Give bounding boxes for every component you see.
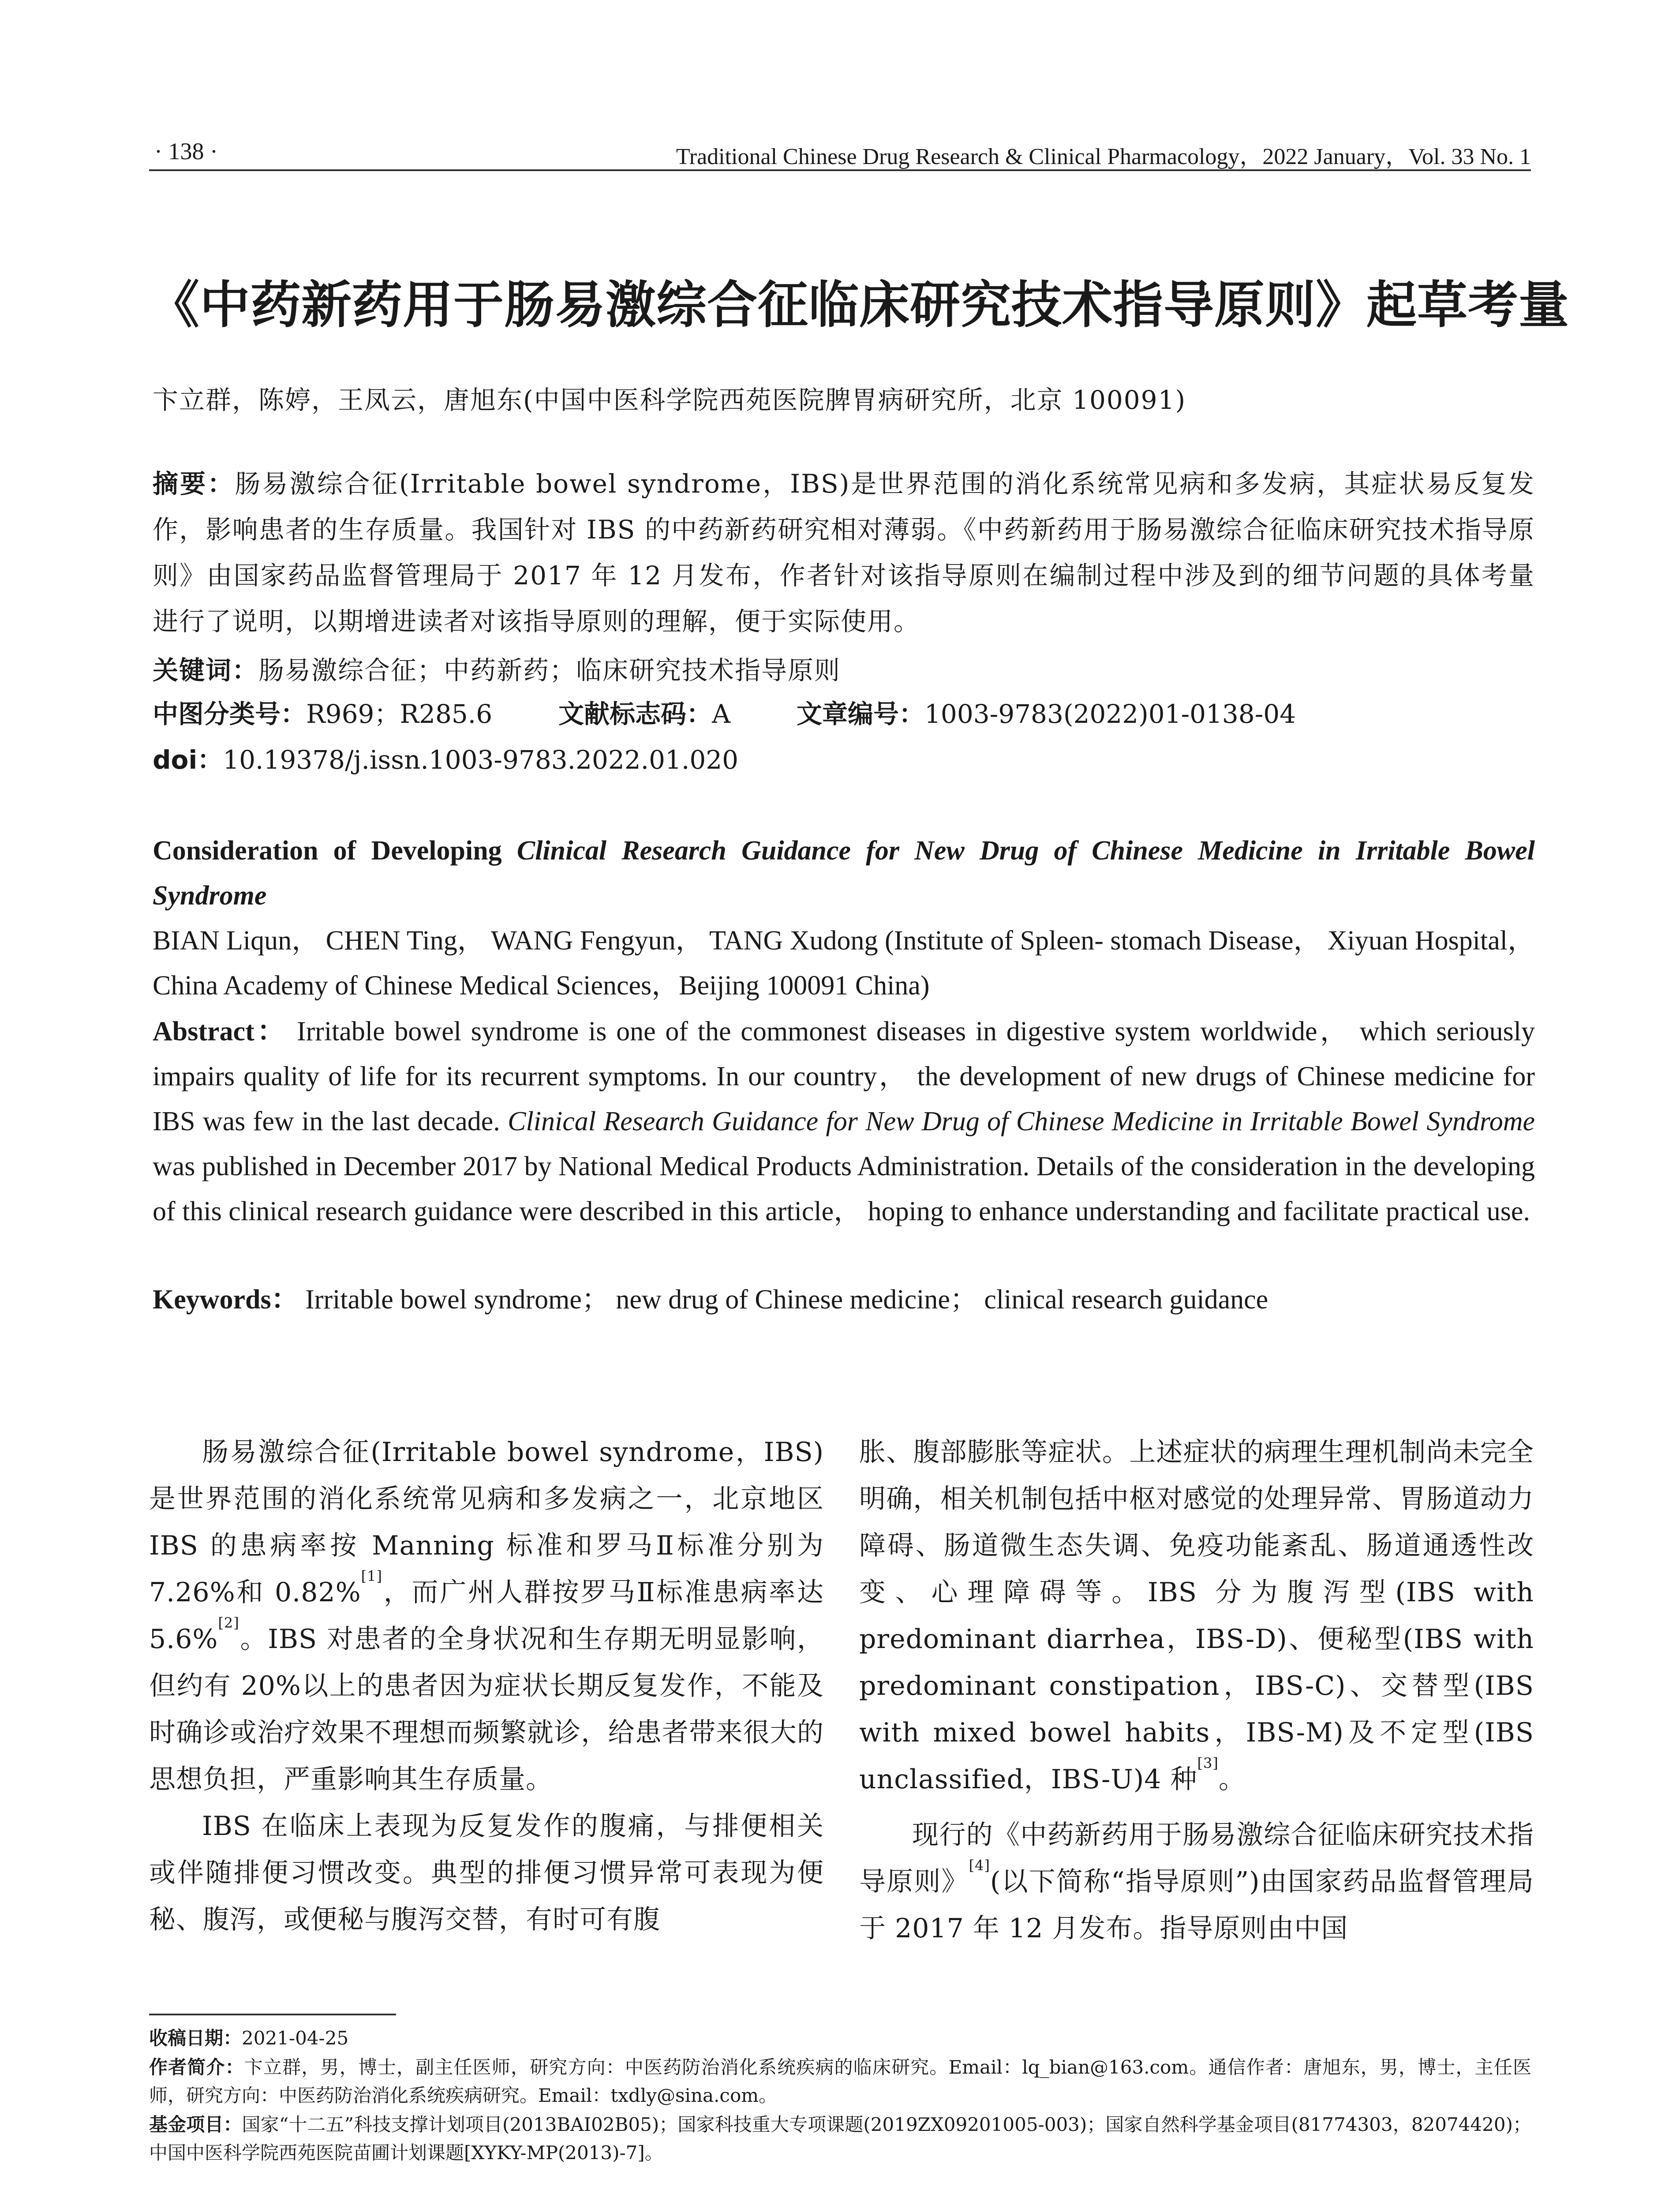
journal-header: Traditional Chinese Drug Research & Clinical Pharmacology，2022 January，Vol. 33 No. 1 [676,144,1531,169]
body-column-right [859,1429,1534,1952]
body-text: IBS 在临床上表现为反复发作的腹痛，与排便相关或伴随排便习惯改变。典型的排便习惯异常可表现为便秘、腹泻，或便秘与腹泻交替，有时可有腹 [149,1811,824,1935]
doi-line [153,739,738,776]
funding-text: 国家“十二五”科技支撑计划项目(2013BAI02B05)；国家科技重大专项课题(2019ZX09201005-003)；国家自然科学基金项目(81774303，82074420)；中国中医科学院西苑医院苗圃计划课题[XYKY-MP(2013)-7]。 [149,2114,1531,2164]
doc-code-value: A [712,699,731,729]
abstract-en-label: Abstract： [153,1017,288,1046]
body-paragraph-1 [149,1429,824,1803]
body-paragraph-2-continued [859,1429,1534,1803]
abstract-en-part2: was published in December 2017 by National Medical Products Administration. Details of the consideration in the developing of this clinical research guidance were described in this article， hoping to enhance understanding and facilitate practical use. [153,1151,1535,1226]
keywords-label: 关键词： [153,655,259,685]
abstract-label: 摘要： [153,469,235,499]
title-en-plain: Consideration of Developing [153,836,517,866]
citation-ref: [2] [218,1615,239,1631]
author-info-label: 作者简介： [149,2056,244,2078]
doi-value: 10.19378/j.issn.1003-9783.2022.01.020 [223,745,739,775]
keywords-text: 肠易激综合征；中药新药；临床研究技术指导原则 [258,655,841,685]
abstract-text: 肠易激综合征(Irritable bowel syndrome，IBS)是世界范围的消化系统常见病和多发病，其症状易反复发作，影响患者的生存质量。我国针对 IBS 的中药新药研究相对薄弱。《中药新药用于肠易激综合征临床研究技术指导原则》由国家药品监督管理局于 2017 年 12 月发布，作者针对该指导原则在编制过程中涉及到的细节问题的具体考量进行了说明，以期增进读者对该指导原则的理解，便于实际使用。 [153,469,1535,636]
clc-label: 中图分类号： [153,699,307,729]
body-paragraph-3 [859,1812,1534,1952]
classification-line [153,693,1296,730]
body-column-left [149,1429,824,1943]
article-title: 《中药新药用于肠易激综合征临床研究技术指导原则》起草考量 [149,276,1570,334]
body-text: 胀、腹部膨胀等症状。上述症状的病理生理机制尚未完全明确，相关机制包括中枢对感觉的处理异常、胃肠道动力障碍、肠道微生态失调、免疫功能紊乱、肠道通透性改变、心理障碍等。IBS 分为腹泻型(IBS with predominant diarrhea，IBS-D)、便秘型(IBS with predominant constipation，IBS-C)、交替型(IBS with mixed bowel habits，IBS-M)及不定型(IBS unclassified，IBS-U)4 种 [859,1437,1534,1795]
body-text: 肠易激综合征(Irritable bowel syndrome，IBS)是世界范围的消化系统常见病和多发病之一，北京地区 IBS 的患病率按 Manning 标准和罗马Ⅱ标准分别为 7.26%和 0.82% [149,1437,824,1608]
header-rule [149,169,1531,171]
keywords-en-text: Irritable bowel syndrome； new drug of Chinese medicine； clinical research guidance [298,1285,1268,1315]
keywords-en-label: Keywords： [153,1285,299,1315]
body-text: 。 [1218,1764,1246,1795]
funding-label: 基金项目： [149,2114,242,2135]
author-info-text: 卞立群，男，博士，副主任医师，研究方向：中医药防治消化系统疾病的临床研究。Email：lq_bian@163.com。通信作者：唐旭东，男，博士，主任医师，研究方向：中医药防治消化系统疾病研究。Email：txdly@sina.com。 [149,2056,1531,2106]
citation-ref: [4] [969,1857,990,1874]
body-text: (以下简称“指导原则”)由国家药品监督管理局于 2017 年 12 月发布。指导原则由中国 [859,1866,1534,1944]
citation-ref: [1] [361,1568,382,1585]
received-label: 收稿日期： [149,2027,242,2049]
body-text: 。IBS 对患者的全身状况和生存期无明显影响，但约有 20%以上的患者因为症状长期反复发作，不能及时确诊或治疗效果不理想而频繁就诊，给患者带来很大的思想负担，严重影响其生存质量。 [149,1624,824,1795]
footnote-received [149,2024,1531,2052]
body-text: 现行的《中药新药用于肠易激综合征临床研究技术指导原则》 [859,1820,1534,1897]
doi-label: doi： [153,745,223,775]
body-paragraph-2 [149,1803,824,1943]
article-number-value: 1003-9783(2022)01-0138-04 [924,699,1296,729]
title-en-italic: Clinical Research Guidance for New Drug of Chinese Medicine in Irritable Bowel Syndrome [153,836,1535,911]
page-number: · 138 · [154,138,218,164]
article-title-english [153,828,1535,918]
keywords-english [153,1277,1535,1322]
body-text: ，而广州人群按罗马Ⅱ标准患病率达 5.6% [149,1577,824,1655]
footnote-rule [149,2014,396,2015]
citation-ref: [3] [1197,1755,1219,1771]
authors-chinese: 卞立群，陈婷，王凤云，唐旭东(中国中医科学院西苑医院脾胃病研究所，北京 100091) [153,385,1186,415]
article-number-label: 文章编号： [797,699,925,729]
doc-code-label: 文献标志码： [558,699,712,729]
abstract-english [153,1009,1535,1234]
received-date: 2021-04-25 [242,2027,349,2049]
footnote-funding [149,2111,1531,2167]
abstract-en-italic: Clinical Research Guidance for New Drug of Chinese Medicine in Irritable Bowel Syndrome [508,1106,1535,1136]
clc-value: R969；R285.6 [306,699,493,729]
keywords-chinese [153,647,1535,693]
footnote-author-info [149,2053,1531,2110]
abstract-chinese [153,461,1535,644]
authors-english: BIAN Liqun， CHEN Ting， WANG Fengyun， TANG Xudong (Institute of Spleen- stomach Disease， Xiyuan Hospital，China Academy of Chinese Medical Sciences，Beijing 100091 China) [153,926,1535,1001]
abstract-en-part1: Irritable bowel syndrome is one of the commonest diseases in digestive system worldwide， which seriously impairs quality of life for its recurrent symptoms. In our country， the development of new drugs of Chinese medicine for IBS was few in the last decade. [153,1017,1535,1136]
